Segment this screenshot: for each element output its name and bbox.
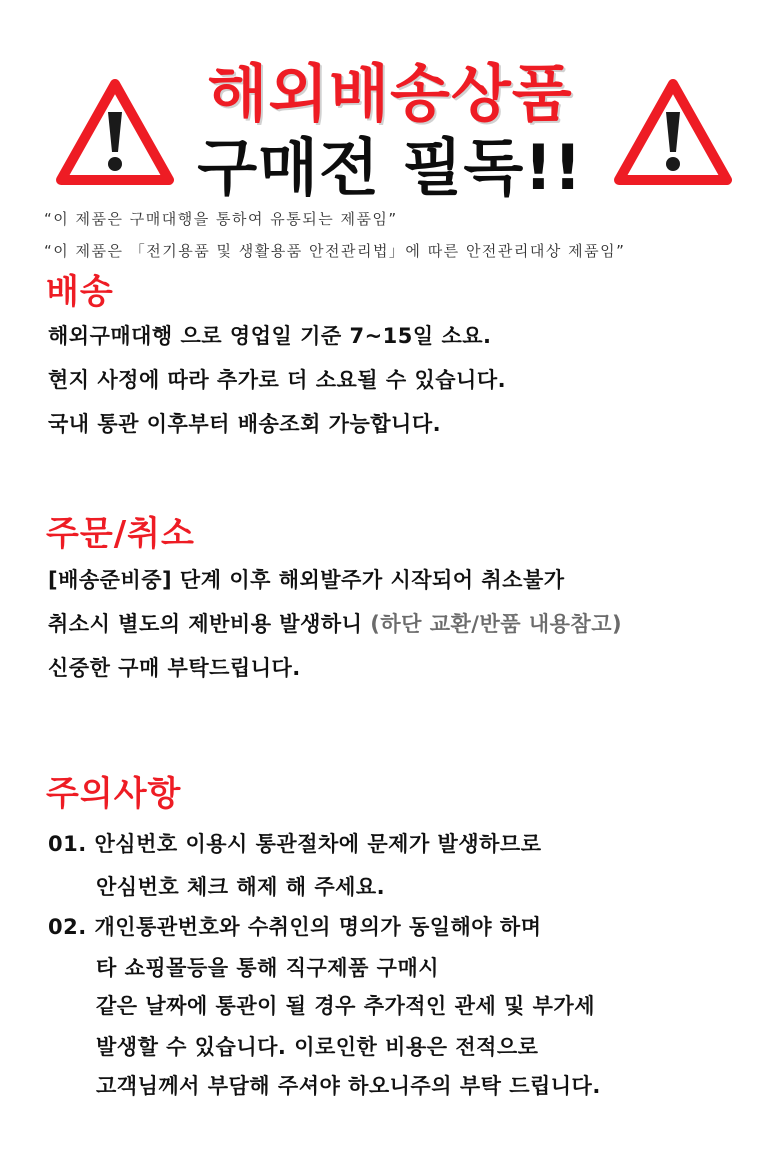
caution-item: 01. 안심번호 이용시 통관절차에 문제가 발생하므로 bbox=[48, 832, 542, 856]
caution-item: 발생할 수 있습니다. 이로인한 비용은 전적으로 bbox=[96, 1035, 539, 1059]
page-subtitle: 구매전 필독!! bbox=[197, 131, 583, 204]
caution-item: 타 쇼핑몰등을 통해 직구제품 구매시 bbox=[96, 956, 440, 980]
order-cancel-line bbox=[48, 610, 622, 638]
order-cancel-line-main: 취소시 별도의 제반비용 발생하니 bbox=[48, 612, 371, 636]
caution-item: 고객님께서 부담해 주셔야 하오니주의 부탁 드립니다. bbox=[96, 1074, 601, 1098]
caution-item: 같은 날짜에 통관이 될 경우 추가적인 관세 및 부가세 bbox=[96, 994, 595, 1018]
cautions-heading: 주의사항 bbox=[46, 774, 182, 814]
order-cancel-line: 신중한 구매 부탁드립니다. bbox=[48, 656, 301, 680]
shipping-line: 해외구매대행 으로 영업일 기준 7~15일 소요. bbox=[48, 324, 492, 348]
return-reference-note: (하단 교환/반품 내용참고) bbox=[370, 612, 623, 636]
safety-notice: “이 제품은 「전기용품 및 생활용품 안전관리법」에 따른 안전관리대상 제품임” bbox=[44, 242, 626, 260]
order-cancel-line: [배송준비중] 단계 이후 해외발주가 시작되어 취소불가 bbox=[48, 568, 565, 592]
page-title: 해외배송상품 bbox=[207, 57, 573, 130]
order-cancel-heading: 주문/취소 bbox=[46, 514, 195, 554]
caution-item: 안심번호 체크 해제 해 주세요. bbox=[96, 875, 386, 899]
caution-item: 02. 개인통관번호와 수취인의 명의가 동일해야 하며 bbox=[48, 915, 542, 939]
shipping-line: 국내 통관 이후부터 배송조회 가능합니다. bbox=[48, 412, 442, 436]
shipping-heading: 배송 bbox=[46, 272, 114, 312]
distribution-notice: “이 제품은 구매대행을 통하여 유통되는 제품임” bbox=[44, 210, 398, 228]
shipping-line: 현지 사정에 따라 추가로 더 소요될 수 있습니다. bbox=[48, 368, 507, 392]
